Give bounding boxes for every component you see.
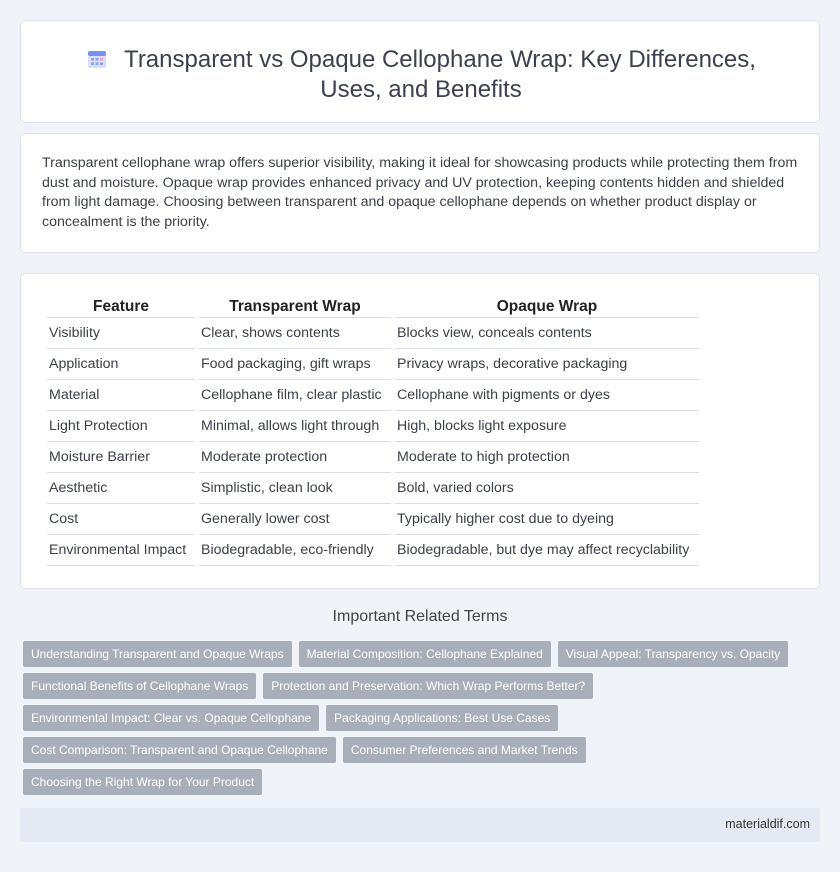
table-cell: Cellophane with pigments or dyes [395, 380, 699, 411]
related-term-tag[interactable]: Material Composition: Cellophane Explained [299, 641, 551, 667]
table-cell: Moderate to high protection [395, 442, 699, 473]
footer [20, 808, 820, 842]
table-row [47, 380, 699, 411]
table-cell: Privacy wraps, decorative packaging [395, 349, 699, 380]
related-term-tag[interactable]: Packaging Applications: Best Use Cases [326, 705, 558, 731]
page-title-row [21, 45, 821, 105]
intro-card [20, 133, 820, 253]
table-row [47, 411, 699, 442]
title-card [20, 20, 820, 123]
column-header: Feature [47, 296, 195, 318]
table-cell: Typically higher cost due to dyeing [395, 504, 699, 535]
table-cell: Bold, varied colors [395, 473, 699, 504]
column-header: Opaque Wrap [395, 296, 699, 318]
table-header-row [47, 296, 699, 318]
table-cell: Cost [47, 504, 195, 535]
table-row [47, 504, 699, 535]
related-term-tag[interactable]: Functional Benefits of Cellophane Wraps [23, 673, 256, 699]
related-term-tag[interactable]: Visual Appeal: Transparency vs. Opacity [558, 641, 789, 667]
related-terms-heading: Important Related Terms [332, 608, 508, 625]
calendar-icon [86, 48, 108, 70]
table-row [47, 442, 699, 473]
related-term-tag[interactable]: Protection and Preservation: Which Wrap Performs Better? [263, 673, 593, 699]
table-cell: Blocks view, conceals contents [395, 318, 699, 349]
table-cell: Biodegradable, but dye may affect recyclability [395, 535, 699, 566]
table-cell: Moisture Barrier [47, 442, 195, 473]
comparison-table [43, 296, 703, 566]
table-cell: Generally lower cost [199, 504, 391, 535]
related-term-tag[interactable]: Cost Comparison: Transparent and Opaque Cellophane [23, 737, 336, 763]
table-cell: Aesthetic [47, 473, 195, 504]
related-terms-tags [23, 641, 813, 795]
table-cell: Light Protection [47, 411, 195, 442]
table-row [47, 318, 699, 349]
intro-paragraph: Transparent cellophane wrap offers superior visibility, making it ideal for showcasing products while protecting them from dust and moisture. Opaque wrap provides enhanced privacy and UV protection, keeping contents hidden and shielded from light damage. Choosing between transparent and opaque cellophane depends on whether product display or concealment is the priority. [42, 155, 798, 230]
related-term-tag[interactable]: Choosing the Right Wrap for Your Product [23, 769, 262, 795]
table-cell: Biodegradable, eco-friendly [199, 535, 391, 566]
table-row [47, 535, 699, 566]
table-row [47, 473, 699, 504]
page-title: Transparent vs Opaque Cellophane Wrap: Key Differences, Uses, and Benefits [124, 46, 756, 103]
table-row [47, 349, 699, 380]
related-term-tag[interactable]: Consumer Preferences and Market Trends [343, 737, 586, 763]
table-cell: Food packaging, gift wraps [199, 349, 391, 380]
column-header: Transparent Wrap [199, 296, 391, 318]
footer-site-name[interactable]: materialdif.com [725, 817, 810, 831]
related-term-tag[interactable]: Environmental Impact: Clear vs. Opaque Cellophane [23, 705, 319, 731]
table-cell: Moderate protection [199, 442, 391, 473]
table-cell: Visibility [47, 318, 195, 349]
table-cell: Clear, shows contents [199, 318, 391, 349]
table-cell: Simplistic, clean look [199, 473, 391, 504]
comparison-table-card [20, 273, 820, 589]
table-cell: Application [47, 349, 195, 380]
table-cell: Cellophane film, clear plastic [199, 380, 391, 411]
table-cell: Minimal, allows light through [199, 411, 391, 442]
related-term-tag[interactable]: Understanding Transparent and Opaque Wraps [23, 641, 292, 667]
table-cell: Material [47, 380, 195, 411]
table-cell: High, blocks light exposure [395, 411, 699, 442]
table-cell: Environmental Impact [47, 535, 195, 566]
